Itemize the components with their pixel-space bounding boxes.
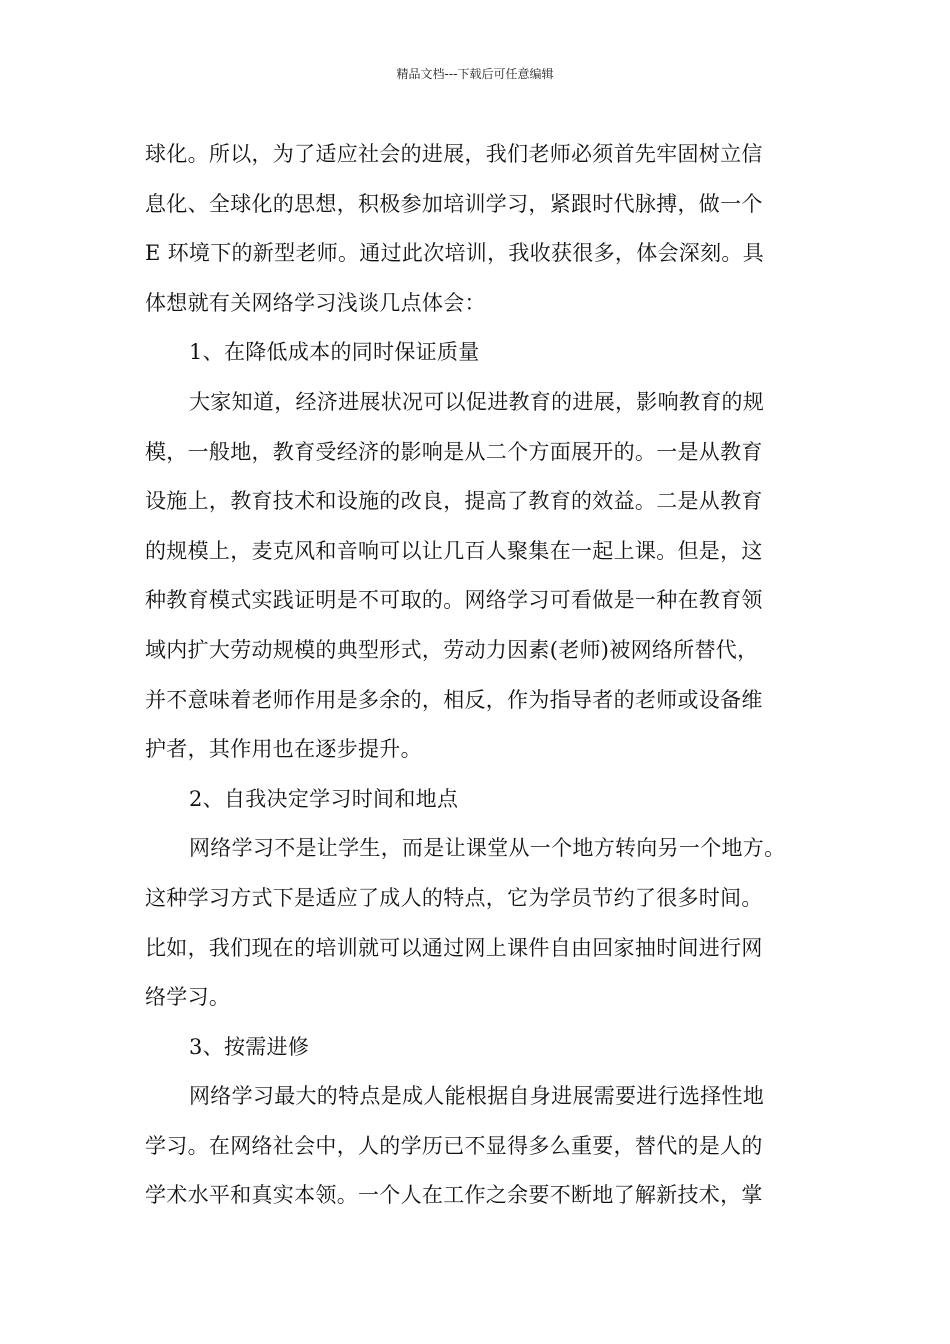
page-header: 精品文档---下载后可任意编辑 [396,67,554,81]
text-line: 1、在降低成本的同时保证质量 [189,340,480,365]
text-line: 比如，我们现在的培训就可以通过网上课件自由回家抽时间进行网 [145,935,763,960]
text-line: 息化、全球化的思想，积极参加培训学习，紧跟时代脉搏，做一个 [145,191,763,216]
text-line: 域内扩大劳动规模的典型形式，劳动力因素(老师)被网络所替代， [145,637,759,662]
text-line: 3、按需进修 [189,1034,310,1059]
text-line: 学术水平和真实本领。一个人在工作之余要不断地了解新技术，掌 [145,1183,763,1208]
text-line: 模，一般地，教育受经济的影响是从二个方面展开的。一是从教育 [145,439,763,464]
text-line: 大家知道，经济进展状况可以促进教育的进展，影响教育的规 [189,389,765,414]
text-line: 网络学习不是让学生，而是让课堂从一个地方转向另一个地方。 [189,836,786,861]
text-line: E 环境下的新型老师。通过此次培训，我收获很多，体会深刻。具 [145,241,765,266]
text-line: 的规模上，麦克风和音响可以让几百人聚集在一起上课。但是，这 [145,538,763,563]
text-line: 并不意味着老师作用是多余的，相反，作为指导者的老师或设备维 [145,687,763,712]
text-line: 设施上，教育技术和设施的改良，提高了教育的效益。二是从教育 [145,489,763,514]
text-line: 2、自我决定学习时间和地点 [189,786,459,811]
text-line: 种教育模式实践证明是不可取的。网络学习可看做是一种在教育领 [145,588,763,613]
text-line: 球化。所以，为了适应社会的进展，我们老师必须首先牢固树立信 [145,142,763,166]
text-line: 网络学习最大的特点是成人能根据自身进展需要进行选择性地 [189,1084,765,1109]
text-line: 这种学习方式下是适应了成人的特点，它为学员节约了很多时间。 [145,885,763,910]
document-body [145,130,815,1221]
text-line: 学习。在网络社会中，人的学历已不显得多么重要，替代的是人的 [145,1133,763,1158]
text-line: 体想就有关网络学习浅谈几点体会： [145,290,486,315]
text-line: 护者，其作用也在逐步提升。 [145,737,422,762]
text-line: 络学习。 [145,985,231,1010]
